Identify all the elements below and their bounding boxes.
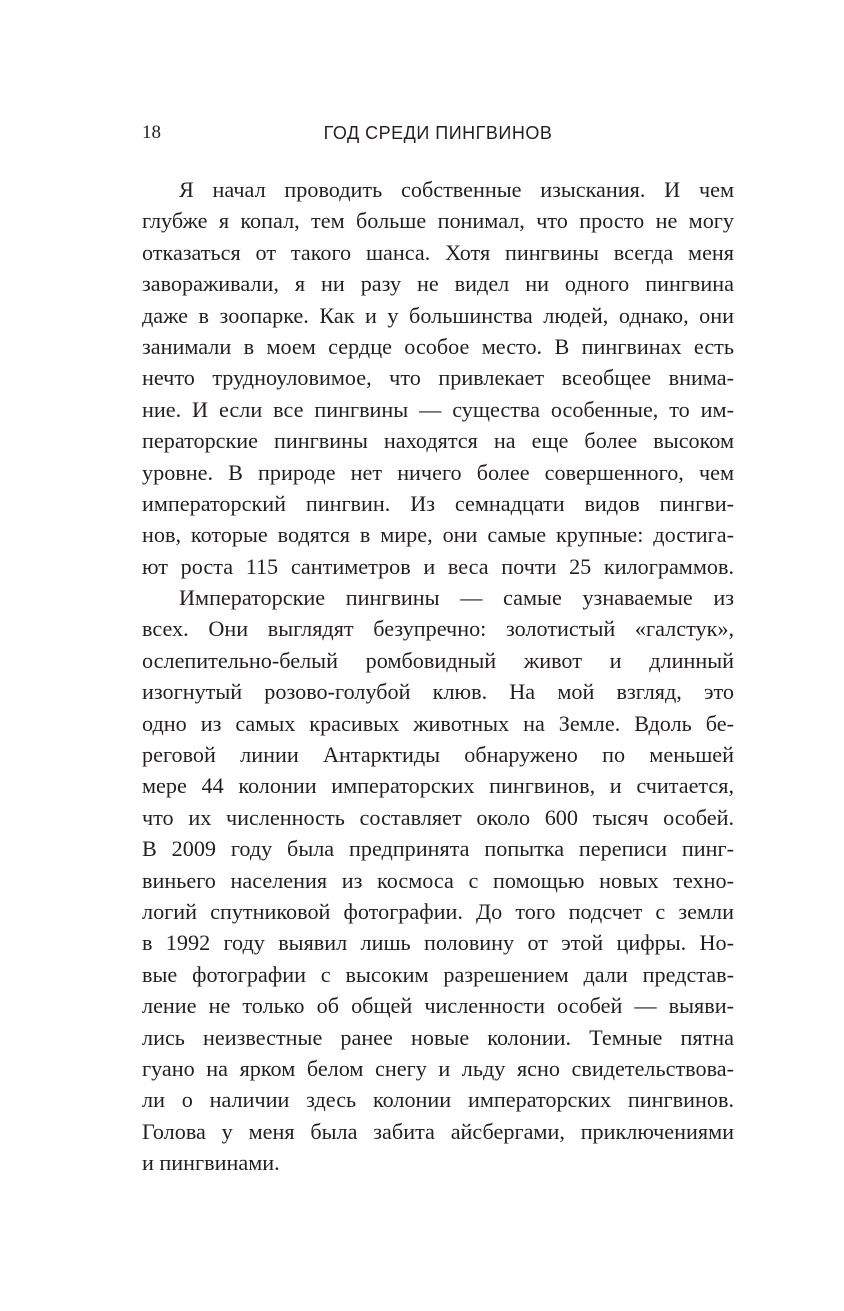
paragraph-1 (142, 174, 734, 582)
text-line: ператорские пингвины находятся на еще более высоком (142, 428, 734, 454)
text-line: В 2009 году была предпринята попытка переписи пинг- (142, 836, 734, 862)
text-line: одно из самых красивых животных на Земле. Вдоль бе- (142, 710, 734, 736)
text-line: ют роста 115 сантиметров и веса почти 25 килограммов. (142, 553, 734, 579)
text-line: логий спутниковой фотографии. До того подсчет с земли (142, 898, 734, 924)
text-line: даже в зоопарке. Как и у большинства людей, однако, они (142, 302, 734, 328)
text-line: завораживали, я ни разу не видел ни одного пингвина (142, 271, 734, 297)
text-line: ли о наличии здесь колонии императорских пингвинов. (142, 1087, 734, 1113)
paragraph-2 (142, 582, 734, 1178)
text-line: занимали в моем сердце особое место. В пингвинах есть (142, 333, 734, 359)
running-head (142, 118, 734, 148)
text-line: глубже я копал, тем больше понимал, что просто не могу (142, 208, 734, 234)
text-line: ослепительно-белый ромбовидный живот и длинный (142, 647, 734, 673)
text-line: Голова у меня была забита айсбергами, приключениями (142, 1118, 734, 1144)
text-line: ление не только об общей численности особей — выяви- (142, 993, 734, 1019)
text-line: что их численность составляет около 600 тысяч особей. (142, 804, 734, 830)
running-title: ГОД СРЕДИ ПИНГВИНОВ (323, 123, 553, 143)
text-line: Я начал проводить собственные изыскания. И чем (179, 177, 734, 202)
text-line: императорский пингвин. Из семнадцати видов пингви- (142, 490, 734, 516)
text-line: нов, которые водятся в мире, они самые крупные: достига- (142, 522, 734, 548)
body-text (142, 174, 734, 1179)
page-number: 18 (142, 122, 161, 143)
text-line: изогнутый розово-голубой клюв. На мой взгляд, это (142, 679, 734, 705)
text-line: гуано на ярком белом снегу и льду ясно свидетельствова- (142, 1055, 734, 1081)
text-line: ние. И если все пингвины — существа особенные, то им- (142, 396, 734, 422)
text-line: мере 44 колонии императорских пингвинов, и считается, (142, 773, 734, 799)
text-line: в 1992 году выявил лишь половину от этой цифры. Но- (142, 930, 734, 956)
text-line: всех. Они выглядят безупречно: золотистый «галстук», (142, 616, 734, 642)
text-line: лись неизвестные ранее новые колонии. Темные пятна (142, 1024, 734, 1050)
text-line: и пингвинами. (142, 1150, 280, 1176)
text-line: уровне. В природе нет ничего более совершенного, чем (142, 459, 734, 485)
text-line: отказаться от такого шанса. Хотя пингвины всегда меня (142, 239, 734, 265)
text-line: вые фотографии с высоким разрешением дали представ- (142, 961, 734, 987)
text-line: реговой линии Антарктиды обнаружено по меньшей (142, 742, 734, 768)
text-line: виньего населения из космоса с помощью новых техно- (142, 867, 734, 893)
text-line: Императорские пингвины — самые узнаваемые из (179, 585, 734, 611)
text-line: нечто трудноуловимое, что привлекает всеобщее внима- (142, 365, 734, 391)
